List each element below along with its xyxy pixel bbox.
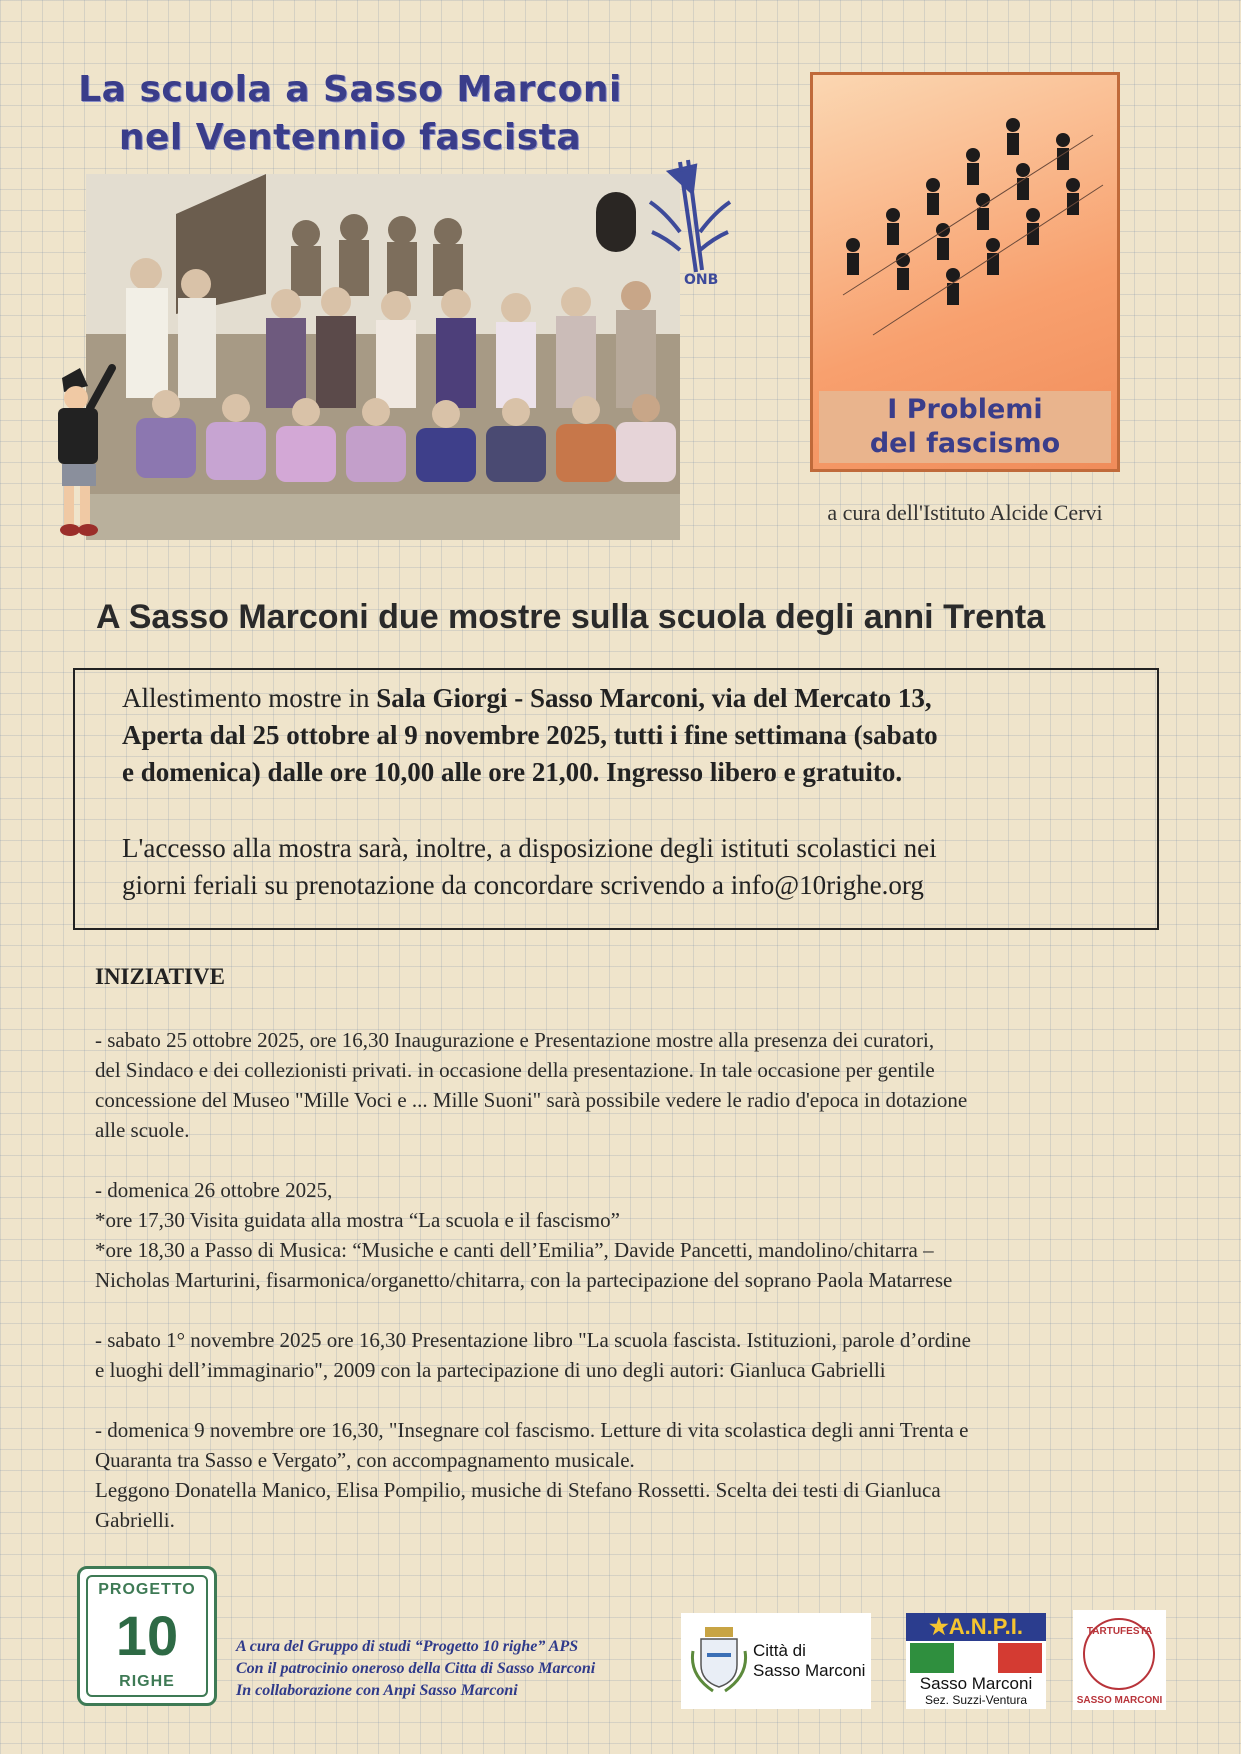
event-2 <box>95 1175 1145 1295</box>
event-line: *ore 18,30 a Passo di Musica: “Musiche e canti dell’Emilia”, Davide Pancetti, mandolino/chitarra – <box>95 1238 934 1262</box>
book-title <box>819 391 1111 463</box>
initiatives-heading: INIZIATIVE <box>95 964 225 989</box>
school-access-line-1: L'accesso alla mostra sarà, inoltre, a disposizione degli istituti scolastici nei <box>122 833 937 863</box>
book-title-line-1: I Problemi <box>887 394 1043 425</box>
book-cover-image <box>810 72 1120 472</box>
comune-line-1: Città di <box>753 1641 806 1660</box>
class-photo <box>86 174 680 540</box>
progetto-10-righe-logo <box>77 1566 217 1706</box>
event-line: Nicholas Marturini, fisarmonica/organetto/chitarra, con la partecipazione del soprano Paola Matarrese <box>95 1268 953 1292</box>
tartufesta-logo <box>1073 1610 1166 1710</box>
event-line: Gabrielli. <box>95 1508 175 1532</box>
credit-line: Con il patrocinio oneroso della Citta di Sasso Marconi <box>236 1660 596 1677</box>
organizer-credits <box>236 1636 686 1702</box>
event-line: - sabato 1° novembre 2025 ore 16,30 Presentazione libro "La scuola fascista. Istituzioni, parole d’ordine <box>95 1328 971 1352</box>
comune-sasso-marconi-logo <box>681 1613 871 1709</box>
exhibition-info-box <box>73 668 1159 930</box>
event-line: e luoghi dell’immaginario", 2009 con la partecipazione di uno degli autori: Gianluca Gabrielli <box>95 1358 886 1382</box>
event-line: - sabato 25 ottobre 2025, ore 16,30 Inaugurazione e Presentazione mostre alla presenza dei curatori, <box>95 1028 935 1052</box>
logo-bottom-word: RIGHE <box>119 1673 175 1690</box>
book-title-line-2: del fascismo <box>869 428 1061 459</box>
anpi-brand: ★A.N.P.I. <box>906 1613 1046 1641</box>
event-line: - domenica 26 ottobre 2025, <box>95 1178 333 1202</box>
italian-flag-icon <box>910 1643 1042 1673</box>
exhibition-title <box>70 66 630 162</box>
coat-of-arms-icon <box>687 1621 751 1701</box>
venue-intro: Allestimento mostre in <box>122 683 377 713</box>
logo-top-word: PROGETTO <box>98 1581 196 1598</box>
anpi-section: Sez. Suzzi-Ventura <box>924 1693 1028 1707</box>
event-line: concessione del Museo "Mille Voci e ... Mille Suoni" sarà possibile vedere le radio d'epoca in dotazione <box>95 1088 968 1112</box>
event-line: Quaranta tra Sasso e Vergato”, con accompagnamento musicale. <box>95 1448 635 1472</box>
event-line: *ore 17,30 Visita guidata alla mostra “La scuola e il fascismo” <box>95 1208 620 1232</box>
balilla-figure-illustration <box>40 358 120 558</box>
anpi-location: Sasso Marconi <box>919 1674 1033 1693</box>
event-3 <box>95 1325 1145 1385</box>
comune-line-2: Sasso Marconi <box>753 1661 866 1680</box>
svg-text:ONB: ONB <box>684 272 719 288</box>
school-access-note <box>122 830 1122 904</box>
opening-hours: e domenica) dalle ore 10,00 alle ore 21,00. Ingresso libero e gratuito. <box>122 757 903 787</box>
title-line-2: nel Ventennio fascista <box>118 117 582 158</box>
class-photo-illustration <box>86 174 680 540</box>
event-line: Leggono Donatella Manico, Elisa Pompilio, musiche di Stefano Rossetti. Scelta dei testi di Gianluca <box>95 1478 941 1502</box>
tartufesta-bottom-text: SASSO MARCONI <box>1076 1695 1163 1706</box>
event-line: - domenica 9 novembre ore 16,30, "Insegnare col fascismo. Letture di vita scolastica degli anni Trenta e <box>95 1418 969 1442</box>
opening-dates: Aperta dal 25 ottobre al 9 novembre 2025, tutti i fine settimana (sabato <box>122 720 938 750</box>
tartufesta-top-text: TARTUFESTA <box>1086 1626 1153 1637</box>
event-1 <box>95 1025 1145 1145</box>
headline: A Sasso Marconi due mostre sulla scuola degli anni Trenta <box>96 598 1046 636</box>
logo-number: 10 <box>115 1604 179 1667</box>
venue-address: Sala Giorgi - Sasso Marconi, via del Mercato 13, <box>376 683 932 713</box>
event-4 <box>95 1415 1145 1535</box>
event-line: del Sindaco e dei collezionisti privati. in occasione della presentazione. In tale occasione per gentile <box>95 1058 935 1082</box>
anpi-logo <box>906 1613 1046 1709</box>
event-line: alle scuole. <box>95 1118 190 1142</box>
title-line-1: La scuola a Sasso Marconi <box>78 69 622 110</box>
exhibition-venue-hours <box>122 680 1122 791</box>
book-credit: a cura dell'Istituto Alcide Cervi <box>827 500 1103 525</box>
credit-line: In collaborazione con Anpi Sasso Marconi <box>236 1682 518 1699</box>
fasces-emblem-icon <box>640 152 740 302</box>
school-access-line-2: giorni feriali su prenotazione da concordare scrivendo a info@10righe.org <box>122 870 924 900</box>
credit-line: A cura del Gruppo di studi “Progetto 10 righe” APS <box>236 1638 579 1655</box>
marching-children-illustration <box>813 75 1117 395</box>
